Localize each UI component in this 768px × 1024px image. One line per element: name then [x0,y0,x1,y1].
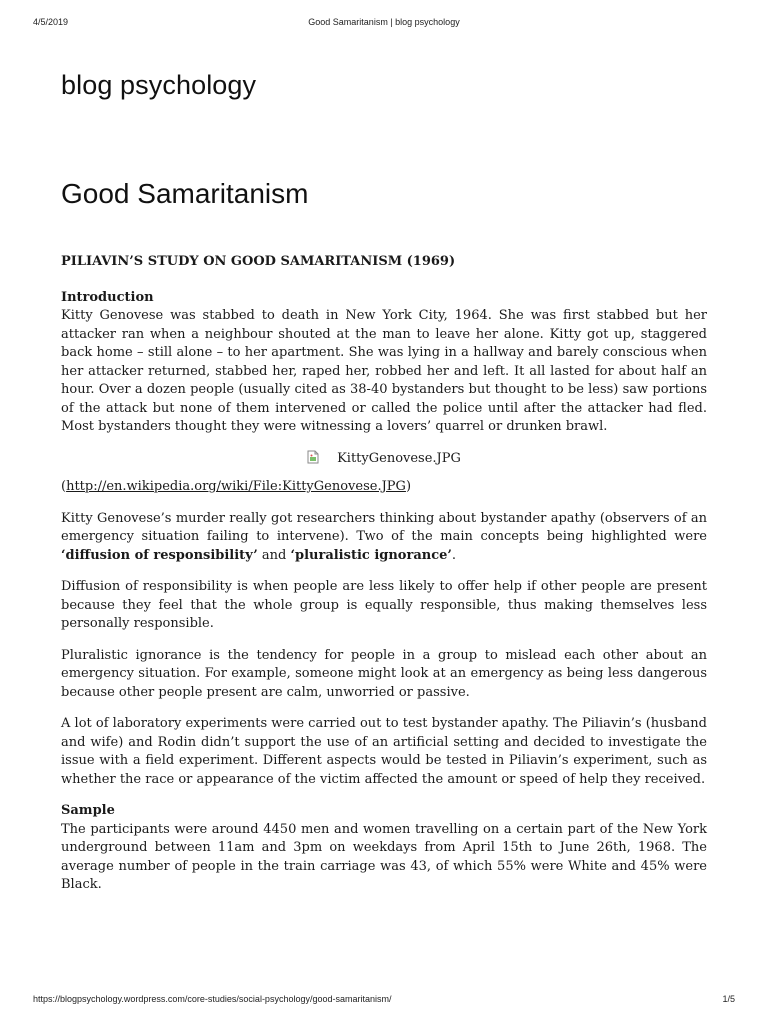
concepts-paragraph [61,510,707,566]
sample-text: The participants were around 4450 men and women travelling on a certain part of the New York underground between 11am and 3pm on weekdays from April 15th to June 26th, 1968. The average number of people in the train carriage was 43, of which 55% were White and 45% were Black. [61,821,707,892]
diffusion-paragraph: Diffusion of responsibility is when people are less likely to offer help if other people are present because they feel that the whole group is equally responsible, thus making themselves less personally responsible. [61,579,707,631]
term-pluralistic: ‘pluralistic ignorance’ [290,547,452,563]
broken-image-icon [307,450,319,464]
introduction-heading: Introduction [61,289,154,305]
concepts-end: . [451,547,457,563]
print-date: 4/5/2019 [33,17,69,27]
print-header [0,17,768,29]
introduction-paragraph [61,289,707,437]
print-page-number: 1/5 [722,994,735,1004]
image-source-link[interactable]: http://en.wikipedia.org/wiki/File:KittyGenovese.JPG [66,479,406,494]
image-alt-text: KittyGenovese.JPG [337,450,461,466]
image-source [61,478,707,497]
post-content [61,253,707,908]
sample-paragraph [61,802,707,895]
print-url: https://blogpsychology.wordpress.com/core-studies/social-psychology/good-samaritanism/ [33,994,392,1004]
pluralistic-paragraph: Pluralistic ignorance is the tendency for people in a group to mislead each other about an emergency situation. For example, someone might look at an emergency as being less dangerous because other people present are calm, unworried or passive. [61,647,707,700]
introduction-text: Kitty Genovese was stabbed to death in New York City, 1964. She was first stabbed but her attacker ran when a neighbour shouted at the man to leave her alone. Kitty got up, staggered back home – still alone – to her apartment. She was lying in a hallway and barely conscious when her attacker returned, stabbed her, raped her, robbed her and left. It all lasted for about half an hour. Over a dozen people (usually cited as 38-40 bystanders but thought to be less) saw portions of the attack but none of them intervened or called the police until after the attacker had fled. Most bystanders thought they were witnessing a lovers’ quarrel or drunken brawl. [61,308,707,434]
sample-heading: Sample [61,803,115,818]
image-container [61,450,707,469]
source-close-paren: ) [405,479,412,494]
post-subheading: PILIAVIN’S STUDY ON GOOD SAMARITANISM (1969) [61,254,456,269]
source-open-paren: ( [61,479,67,494]
term-diffusion: ‘diffusion of responsibility’ [61,547,258,563]
site-title[interactable]: blog psychology [61,70,257,100]
print-footer [0,994,768,1006]
concepts-and: and [257,547,291,563]
concepts-text: Kitty Genovese’s murder really got researchers thinking about bystander apathy (observers of an emergency situation failing to intervene). Two of the main concepts being highlighted were [61,510,707,544]
post-title: Good Samaritanism [61,178,309,209]
print-page-title: Good Samaritanism | blog psychology [308,17,460,27]
experiments-paragraph: A lot of laboratory experiments were carried out to test bystander apathy. The Piliavin’s (husband and wife) and Rodin didn’t support the use of an artificial setting and decided to investigate the issue with a field experiment. Different aspects would be tested in Piliavin’s experiment, such as whether the race or appearance of the victim affected the amount or speed of help they received. [61,716,707,787]
